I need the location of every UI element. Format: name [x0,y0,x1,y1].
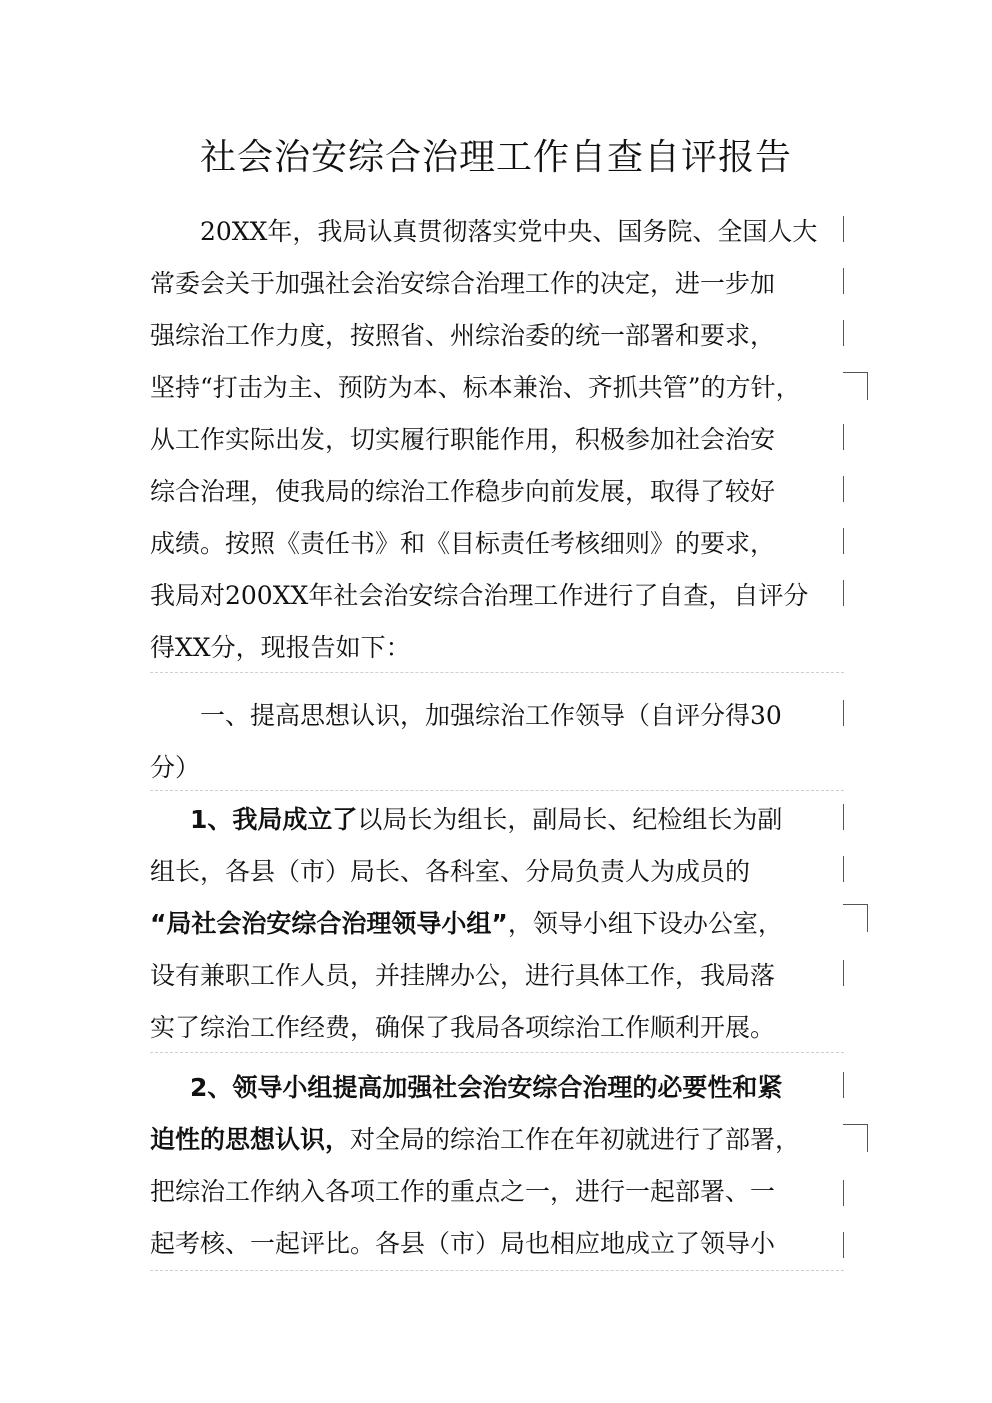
margin-marker [843,580,844,606]
margin-marker [843,216,844,242]
intro-line: 我局对200XX年社会治安综合治理工作进行了自查，自评分 [150,581,809,610]
item-1-line: 设有兼职工作人员，并挂牌办公，进行具体工作，我局落 [150,961,776,990]
intro-line: 坚持“打击为主、预防为本、标本兼治、齐抓共管”的方针， [150,373,801,402]
intro-line: 20XX年，我局认真贯彻落实党中央、国务院、全国人大 [200,217,818,246]
section-heading-line: 分） [150,753,201,782]
margin-marker [843,804,844,830]
intro-line: 成绩。按照《责任书》和《目标责任考核细则》的要求， [150,529,776,558]
group-name: “局社会治安综合治理领导小组” [150,909,508,938]
paragraph-divider [150,1270,844,1271]
margin-marker [843,904,867,905]
item-1-paragraph [150,794,844,1054]
margin-marker [843,320,844,346]
margin-marker [843,528,844,554]
item-2-line [150,1114,844,1166]
section-heading [150,690,844,794]
item-2-paragraph [150,1062,844,1270]
item-1-line [150,898,844,950]
document-title: 社会治安综合治理工作自查自评报告 [199,137,792,178]
section-heading-line: 一、提高思想认识，加强综治工作领导（自评分得30 [200,701,782,730]
paragraph-divider [150,790,844,791]
item-1-line [150,794,844,846]
item-1-line: 实了综治工作经费，确保了我局各项综治工作顺利开展。 [150,1013,776,1042]
paragraph-divider [150,672,844,673]
intro-line: 常委会关于加强社会治安综合治理工作的决定，进一步加 [150,269,776,298]
intro-paragraph [150,206,844,674]
margin-marker [843,372,867,373]
margin-marker [867,904,868,932]
intro-line: 综合治理，使我局的综治工作稳步向前发展，取得了较好 [150,477,776,506]
margin-marker [843,960,844,986]
margin-marker [843,856,844,882]
intro-line: 从工作实际出发，切实履行职能作用，积极参加社会治安 [150,425,776,454]
item-1-line: 组长，各县（市）局长、各科室、分局负责人为成员的 [150,857,751,886]
margin-marker [843,476,844,502]
margin-marker [843,1072,844,1098]
item-1-text: 以局长为组长，副局长、纪检组长为副 [357,805,783,834]
item-1-text: ，领导小组下设办公室， [507,909,783,938]
margin-marker [867,372,868,400]
item-2-lead: 迫性的思想认识， [150,1125,351,1154]
paragraph-divider [150,1052,844,1053]
margin-marker [843,700,844,726]
item-2-text: 对全局的综治工作在年初就进行了部署， [350,1125,801,1154]
item-2-line: 把综治工作纳入各项工作的重点之一，进行一起部署、一 [150,1177,776,1206]
intro-line: 得XX分，现报告如下： [150,633,411,662]
margin-marker [843,268,844,294]
item-2-line: 2、领导小组提高加强社会治安综合治理的必要性和紧 [190,1073,783,1102]
margin-marker [843,1232,844,1258]
margin-marker [867,1124,868,1152]
item-1-lead: 1、我局成立了 [190,805,358,834]
intro-line: 强综治工作力度，按照省、州综治委的统一部署和要求， [150,321,776,350]
margin-marker [843,1180,844,1206]
margin-marker [843,424,844,450]
margin-marker [843,1124,867,1125]
item-2-line: 起考核、一起评比。各县（市）局也相应地成立了领导小 [150,1229,776,1258]
